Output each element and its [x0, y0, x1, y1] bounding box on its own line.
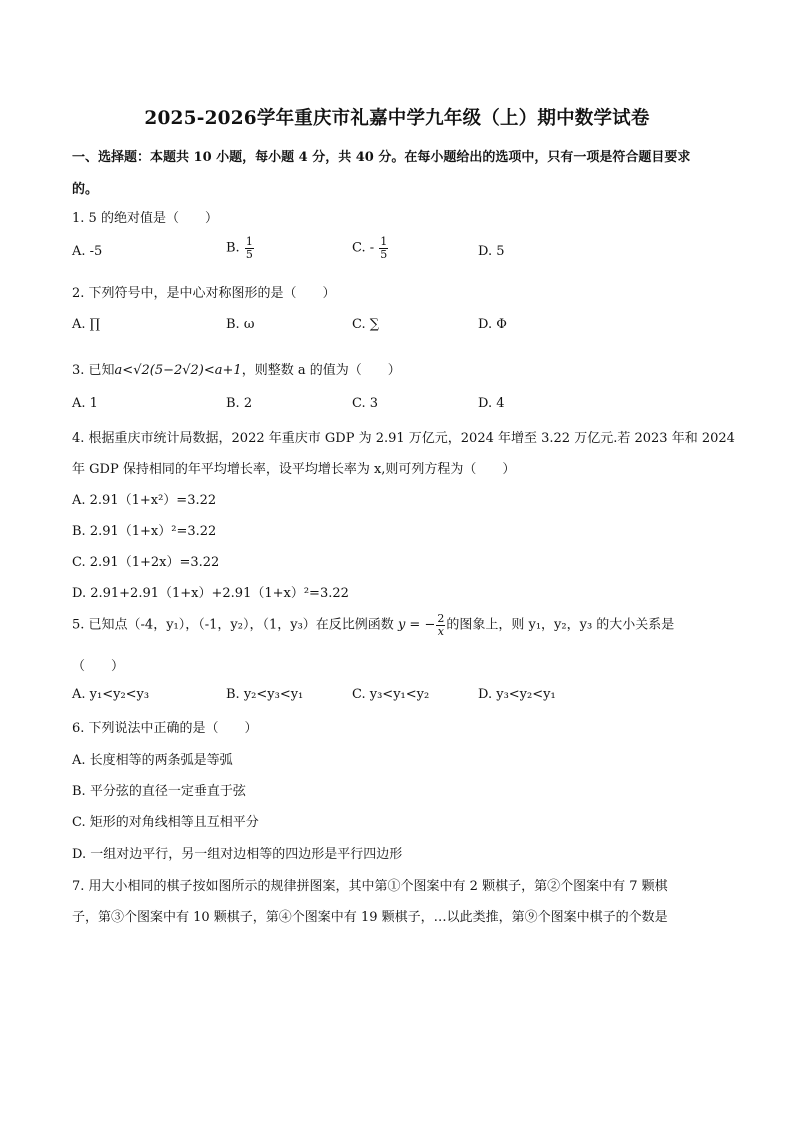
- q1-option-c-fraction: [379, 236, 388, 260]
- q2-option-d: D. Φ: [478, 317, 507, 332]
- q3-option-c: C. 3: [352, 396, 379, 411]
- q3-stem-prefix: 3. 已知: [72, 363, 115, 378]
- q5-option-d: D. y₃<y₂<y₁: [478, 687, 556, 702]
- q3-option-a: A. 1: [72, 396, 98, 411]
- q3-stem: [72, 359, 401, 378]
- q4-stem-line2: 年 GDP 保持相同的年平均增长率，设平均增长率为 x,则可列方程为（ ）: [72, 462, 516, 477]
- q3-option-d: D. 4: [478, 396, 505, 411]
- q1-stem: 1. 5 的绝对值是（ ）: [72, 211, 218, 226]
- q1-option-c: [352, 236, 389, 260]
- q1-option-c-label: C. -: [352, 240, 375, 256]
- q5-option-a: A. y₁<y₂<y₃: [72, 687, 150, 702]
- q7-stem-line2: 子，第③个图案中有 10 颗棋子，第④个图案中有 19 颗棋子，…以此类推，第⑨个图案中棋子的个数是: [72, 910, 668, 925]
- q7-stem-line1: 7. 用大小相同的棋子按如图所示的规律拼图案，其中第①个图案中有 2 颗棋子，第②个图案中有 7 颗棋: [72, 879, 668, 894]
- q4-option-d: D. 2.91+2.91（1+x）+2.91（1+x）²=3.22: [72, 586, 349, 601]
- q6-option-b: B. 平分弦的直径一定垂直于弦: [72, 784, 246, 799]
- fraction-numerator: 1: [380, 235, 388, 248]
- q6-stem: 6. 下列说法中正确的是（ ）: [72, 721, 258, 736]
- q2-option-b: B. ω: [226, 317, 255, 332]
- q1-option-b-label: B.: [226, 240, 240, 256]
- q6-option-a: A. 长度相等的两条弧是等弧: [72, 753, 233, 768]
- q5-stem-prefix: 5. 已知点（-4，y₁），（-1，y₂），（1，y₃）在反比例函数: [72, 617, 394, 633]
- q4-option-b: B. 2.91（1+x）²=3.22: [72, 524, 217, 539]
- fraction-denominator: 5: [380, 247, 388, 261]
- q5-option-c: C. y₃<y₁<y₂: [352, 687, 430, 702]
- q5-function-lhs: y = −: [397, 617, 436, 633]
- q5-stem-suffix: 的图象上，则 y₁，y₂，y₃ 的大小关系是: [446, 617, 675, 633]
- q3-inequality: a<√2(5−2√2)<a+1: [114, 363, 242, 378]
- q4-stem-line1: 4. 根据重庆市统计局数据，2022 年重庆市 GDP 为 2.91 万亿元，2024 年增至 3.22 万亿元.若 2023 年和 2024: [72, 431, 735, 446]
- q4-option-c: C. 2.91（1+2x）=3.22: [72, 555, 220, 570]
- q1-option-a: A. -5: [72, 244, 103, 259]
- exam-title: 2025-2026学年重庆市礼嘉中学九年级（上）期中数学试卷: [144, 108, 650, 129]
- q1-option-d: D. 5: [478, 244, 505, 259]
- q5-function-fraction: [436, 613, 445, 637]
- q3-stem-suffix: ，则整数 a 的值为（ ）: [241, 363, 401, 378]
- q5-stem: [72, 613, 674, 637]
- q6-option-d: D. 一组对边平行，另一组对边相等的四边形是平行四边形: [72, 847, 403, 862]
- q5-option-b: B. y₂<y₃<y₁: [226, 687, 304, 702]
- fraction-numerator: 1: [245, 235, 253, 248]
- section-heading-line1: 一、选择题：本题共 10 小题，每小题 4 分，共 40 分。在每小题给出的选项中，只有一项是符合题目要求: [72, 150, 691, 165]
- q4-option-a: A. 2.91（1+x²）=3.22: [72, 493, 217, 508]
- q3-option-b: B. 2: [226, 396, 253, 411]
- q2-option-a: A. ∏: [72, 317, 100, 332]
- q1-option-b-fraction: [245, 236, 254, 260]
- q2-stem: 2. 下列符号中，是中心对称图形的是（ ）: [72, 286, 336, 301]
- q6-option-c: C. 矩形的对角线相等且互相平分: [72, 815, 259, 830]
- q1-option-b: [226, 236, 255, 260]
- q5-stem-line2: （ ）: [72, 659, 125, 674]
- fraction-denominator: 5: [245, 247, 253, 261]
- fraction-denominator: x: [437, 624, 444, 638]
- section-heading-line2: 的。: [72, 182, 99, 197]
- fraction-numerator: 2: [437, 612, 445, 625]
- q2-option-c: C. ∑: [352, 317, 380, 332]
